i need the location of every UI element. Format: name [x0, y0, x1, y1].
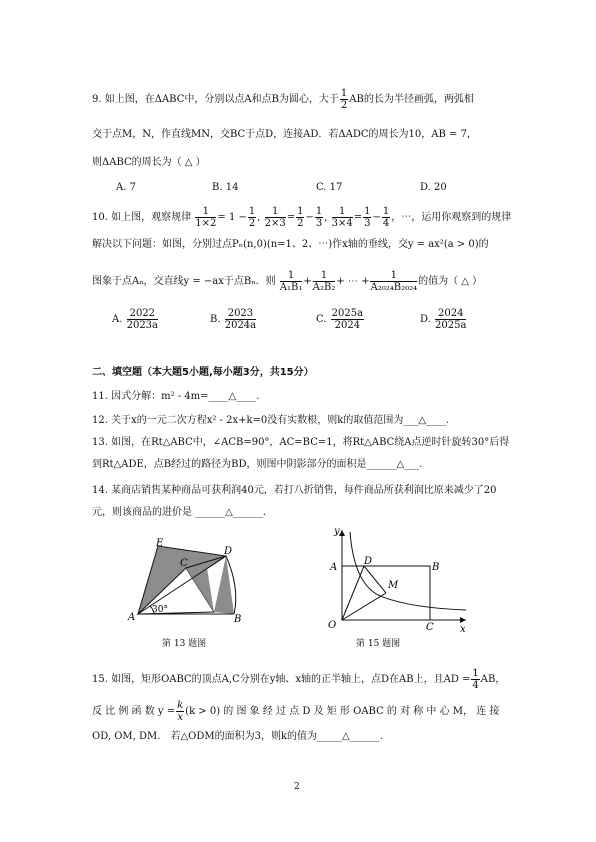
- q10-option-b: B. $\frac{2023}{2024a}$: [210, 308, 257, 331]
- q10-option-a: A. $\frac{2022}{2023a}$: [112, 308, 159, 331]
- q10-line2: 解决以下问题：如图，分别过点Pₙ(n,0)(n=1、2、⋯)作x轴的垂线，交y = ax²(a > 0)的: [92, 239, 489, 250]
- figure-15-caption: 第 15 题图: [356, 639, 401, 649]
- fig13-angle-label: 30°: [152, 605, 168, 615]
- q9-option-a: A. 7: [116, 182, 136, 193]
- half-fraction: $\frac{1}{2}$: [340, 88, 348, 111]
- q9-line1: 9. 如上图，在ΔABC中，分别以点A和点B为圆心，大于 $\frac{1}{2}$ AB的长为半径画弧，两弧相: [92, 88, 474, 111]
- fig13-label-a: A: [128, 612, 136, 623]
- q15-line1: 15. 如图，矩形OABC的顶点A,C分别在y轴、x轴的正半轴上，点D在AB上，且AD = $\frac{1}{4}$ AB，: [92, 668, 506, 691]
- q9-option-b: B. 14: [212, 182, 239, 193]
- section-2-heading: 二、填空题（本大题5小题,每小题3分，共15分）: [92, 367, 314, 378]
- fig13-label-c: C: [180, 558, 188, 569]
- page-number: 2: [294, 782, 300, 792]
- fig13-label-b: B: [234, 614, 242, 625]
- q10-option-c: C. $\frac{2025a}{2024}$: [316, 308, 364, 331]
- fig15-label-b: B: [432, 562, 440, 573]
- fig15-label-c: C: [426, 622, 434, 632]
- q13-line1: 13. 如图，在Rt△ABC中，∠ACB=90°，AC=BC=1，将Rt△ABC绕A点逆时针旋转30°后得: [92, 437, 510, 448]
- figure-13-caption: 第 13 题图: [162, 639, 207, 649]
- figure-13: [124, 532, 264, 630]
- fig15-label-o: O: [328, 620, 337, 631]
- q9-line2: 交于点M，N，作直线MN，交BC于点D，连接AD．若ΔADC的周长为10，AB = 7，: [92, 129, 477, 140]
- q10-line3: 图象于点Aₙ，交直线y = −ax于点Bₙ．则 $\frac{1}{\text{A₁B₁}}$ + $\frac{1}{\text{A₂B₂}}$ + ⋯ + $\frac{1}{\text{A₂₀₂₄B₂₀₂₄}}$ 的值为（ △ ）: [92, 270, 483, 293]
- q11: 11. 因式分解：m² - 4m=____△____.: [92, 391, 260, 402]
- q15-line3: OD, OM, DM． 若△ODM的面积为3，则k的值为_____△______.: [92, 731, 383, 742]
- q12: 12. 关于x的一元二次方程x² - 2x+k=0没有实数根，则k的取值范围为___△____.: [92, 415, 450, 426]
- q9-option-c: C. 17: [316, 182, 343, 193]
- q9-option-d: D. 20: [420, 182, 447, 193]
- fig15-label-y: y: [334, 526, 340, 537]
- figure-15: [320, 524, 470, 632]
- q14-line1: 14. 某商店销售某种商品可获利润40元，若打八折销售，每件商品所获利润比原来减少了20: [92, 485, 497, 496]
- fig15-label-m: M: [388, 580, 399, 591]
- q13-line2: 到Rt△ADE，点B经过的路径为BD，则图中阴影部分的面积是______△___.: [92, 459, 423, 470]
- fig15-label-d: D: [364, 556, 373, 567]
- q9-line3: 则ΔABC的周长为（ △ ）: [92, 157, 206, 168]
- q10-line1: 10. 如上图，观察规律 $\frac{1}{1\times 2}$ = 1 − $\frac{1}{2}$ , $\frac{1}{2\times 3}$ = $\frac{1}{2}$ − $\frac{1}{3}$ , $\frac{1}{3\times 4}$ = $\frac{1}{3}$ − $\frac{1}{4}$ ，⋯，运用你观察到的规律: [92, 206, 512, 229]
- q14-line2: 元，则该商品的进价是 ______△______.: [92, 507, 267, 518]
- q10-option-d: D. $\frac{2024}{2025a}$: [420, 308, 467, 331]
- fig15-label-x: x: [460, 624, 466, 632]
- q15-line2: 反 比 例 函 数 y = $\frac{k}{x}$ (k > 0) 的 图 象 经 过 点 D 及 矩 形 OABC 的 对 称 中 心 M， 连 接: [92, 700, 500, 723]
- fig13-label-d: D: [224, 546, 233, 557]
- fig15-label-a: A: [330, 562, 338, 573]
- fig13-label-e: E: [156, 538, 164, 549]
